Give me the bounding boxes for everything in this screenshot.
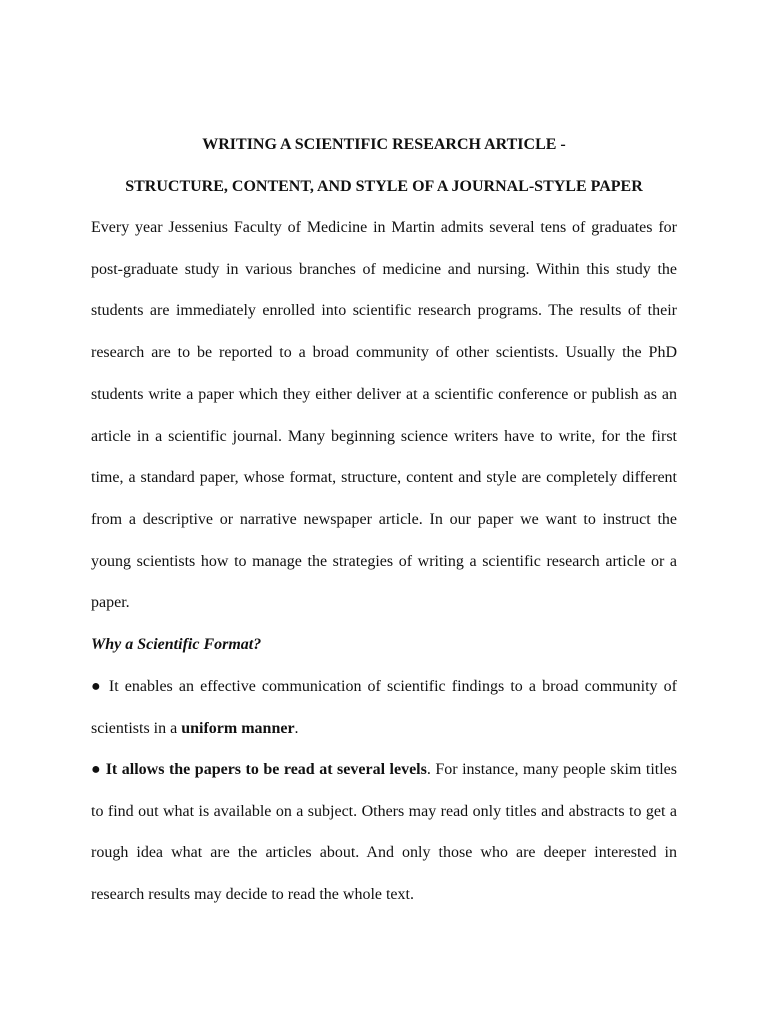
bullet-text: . For instance, many people skim titles to find out what is available on a subject. Others may read only titles and abstracts to get a rough idea what are the articles about. And only those who are deeper interested in research results may decide to read the whole text. (91, 761, 678, 904)
bullet-emphasis: uniform manner (181, 719, 295, 737)
bullet-item-uniform-manner (91, 666, 677, 749)
bullet-text: It enables an effective communication of scientific findings to a broad community of scientists in a (91, 678, 677, 737)
bullet-marker: ● (91, 761, 102, 778)
document-title-line-2: STRUCTURE, CONTENT, AND STYLE OF A JOURNAL-STYLE PAPER (125, 178, 643, 195)
bullet-item-several-levels (91, 749, 677, 916)
bullet-text-end: . (294, 719, 299, 737)
bullet-emphasis: It allows the papers to be read at several levels (101, 761, 427, 778)
intro-paragraph: Every year Jessenius Faculty of Medicine in Martin admits several tens of graduates for post-graduate study in various branches of medicine and nursing. Within this study the students are immediately enrolled into scientific research programs. The results of their research are to be reported to a broad community of other scientists. Usually the PhD students write a paper which they either deliver at a scientific conference or publish as an article in a scientific journal. Many beginning science writers have to write, for the first time, a standard paper, whose format, structure, content and style are completely different from a descriptive or narrative newspaper article. In our paper we want to instruct the young scientists how to manage the strategies of writing a scientific research article or a paper. (91, 219, 677, 612)
section-heading: Why a Scientific Format? (91, 636, 262, 653)
document-title-line-1: WRITING A SCIENTIFIC RESEARCH ARTICLE - (202, 136, 566, 153)
bullet-marker: ● (91, 678, 103, 695)
